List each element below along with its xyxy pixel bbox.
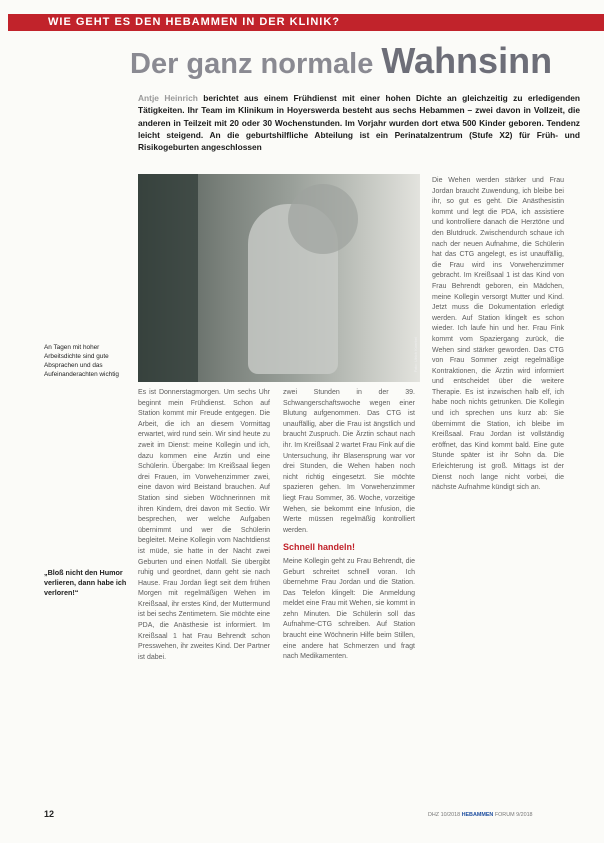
headline-light: Der ganz normale (130, 48, 374, 80)
lead-author: Antje Heinrich (138, 93, 198, 103)
lead-paragraph (138, 92, 580, 153)
text-column-3 (432, 176, 564, 494)
footer-brand: HEBAMMEN (461, 812, 494, 818)
column-2-text-b: Meine Kollegin geht zu Frau Behrendt, die Geburt schreitet schnell voran. Ich übernehme Frau Jordan und die Station. Das Telefon klingelt: Die Anmeldung meldet eine Frau mit Wehen, sie kommt in zehn Minuten. Die Schülerin soll das Aufnahme-CTG schreiben. Auf Station braucht eine Wöchnerin Hilfe beim Stillen, eine andere hat Schmerzen und fragt nach Medikamenten. (283, 557, 415, 661)
article-photo (138, 174, 420, 382)
pull-quote: „Bloß nicht den Humor verlieren, dann habe ich verloren!“ (44, 568, 127, 597)
column-3-text: Die Wehen werden stärker und Frau Jordan braucht Zuwendung, ich bleibe bei ihr, so gut es geht. Die Anästhesistin kommt und legt die PDA, ich assistiere und kontrolliere danach die Herztöne und den Blutdruck. Zwischendurch schaue ich nach der neuen Aufnahme, die Schülerin hat das CTG angelegt, es ist unauffällig, die Frau wird ins Vorwehenzimmer gebracht. Im Kreißsaal 1 ist das Kind von Frau Behrendt geboren, ein Mädchen, meine Kollegin versorgt Mutter und Kind. Jetzt muss die Dokumentation erledigt werden. Auf Station klingelt es schon wieder. Ich laufe hin und her. Frau Fink kommt vom Spaziergang zurück, die Wehen sind stärker geworden. Das CTG von Frau Sommer zeigt regelmäßige Kontraktionen, die Ärztin wird informiert und entscheidet über die weitere Therapie. Es ist inzwischen halb elf, ich habe noch nichts getrunken. Die Kollegin und ich sprechen uns kurz ab: Sie übernimmt die Station, ich bleibe im Kreißsaal. Frau Jordan ist vollständig eröffnet, das Kind kommt bald. Eine gute Stunde später ist ihr Sohn da. Die Erleichterung ist groß. Mittags ist der Dienst noch lange nicht vorbei, die nächste Aufnahme kündigt sich an. (432, 177, 564, 492)
section-banner (8, 14, 604, 31)
footer (428, 812, 533, 818)
photo-caption: An Tagen mit hoher Arbeitsdichte sind gute Absprachen und das Aufeinanderachten wichtig (44, 344, 119, 378)
banner-text: WIE GEHT ES DEN HEBAMMEN IN DER KLINIK? (48, 16, 341, 28)
headline-strong: Wahnsinn (381, 40, 553, 81)
lead-text: berichtet aus einem Frühdienst mit einer hohen Dichte an gleichzeitig zu erledigenden Tätigkeiten. Ihr Team im Klinikum in Hoyerswerda besteht aus sechs Hebammen – zwei davon in Vollzeit, die anderen in Teilzeit mit 20 oder 30 Wochenstunden. Im Vorjahr wurden dort etwa 500 Kinder geboren. Tendenz leicht steigend. An die geburtshilfliche Abteilung ist ein Perinatalzentrum (Stufe X2) für Früh- und Risikogeburten angeschlossen (138, 93, 580, 153)
text-column-1 (138, 388, 270, 663)
column-2-text: zwei Stunden in der 39. Schwangerschaftswoche wegen einer Blutung aufgenommen. Das CTG ist unauffällig, aber die Frau ist ängstlich und braucht Zuspruch. Die Ärztin schaut nach ihr. Im Kreißsaal 2 wartet Frau Fink auf die Untersuchung, ihr Blasensprung war vor drei Stunden, die Wehen haben noch nicht richtig eingesetzt. Sie möchte spazieren gehen. Im Vorwehenzimmer liegt Frau Sommer, 36. Woche, vorzeitige Wehen, sie bekommt eine Infusion, die Werte müssen regelmäßig kontrolliert werden. (283, 389, 415, 534)
footer-post: FORUM 9/2018 (494, 812, 533, 818)
photo-credit: Foto: Ulrich Koerbel (413, 336, 418, 372)
column-1-text: Es ist Donnerstagmorgen. Um sechs Uhr beginnt mein Frühdienst. Schon auf Station kommt mir Freude entgegen. Die Arbeit, die ich an diesem Vormittag erwartet, wird rund sein. Wir sind heute zu zweit im Dienst: meine Kollegin und ich, dazu kommen eine Ärztin und eine Schülerin. Übergabe: Im Kreißsaal liegen drei Frauen, im Vorwehenzimmer zwei, eine davon wird Beistand brauchen. Auf Station sind sieben Wöchnerinnen mit ihren Kindern, drei davon mit Sectio. Wir besprechen, wer welche Aufgaben übernimmt und wer die Schülerin begleitet. Meine Kollegin vom Nachtdienst ist müde, sie hatte in der Nacht zwei Geburten und einen Notfall. Sie übergibt ruhig und geordnet, dann geht sie nach Hause. Frau Jordan liegt seit dem frühen Morgen mit regelmäßigen Wehen im Kreißsaal, ihr erstes Kind, der Muttermund ist bei sechs Zentimetern. Sie möchte eine PDA, die Anästhesie ist informiert. Im Kreißsaal 1 hat Frau Behrendt schon Presswehen, ihr zweites Kind. Der Partner ist dabei. (138, 389, 270, 661)
text-column-2 (283, 388, 415, 663)
photo-door-shadow (138, 174, 198, 382)
column-2-heading: Schnell handeln! (283, 542, 356, 553)
footer-pre: DHZ 10/2018 (428, 812, 461, 818)
photo-head (288, 184, 358, 254)
page-number: 12 (44, 809, 55, 819)
headline (130, 40, 600, 82)
